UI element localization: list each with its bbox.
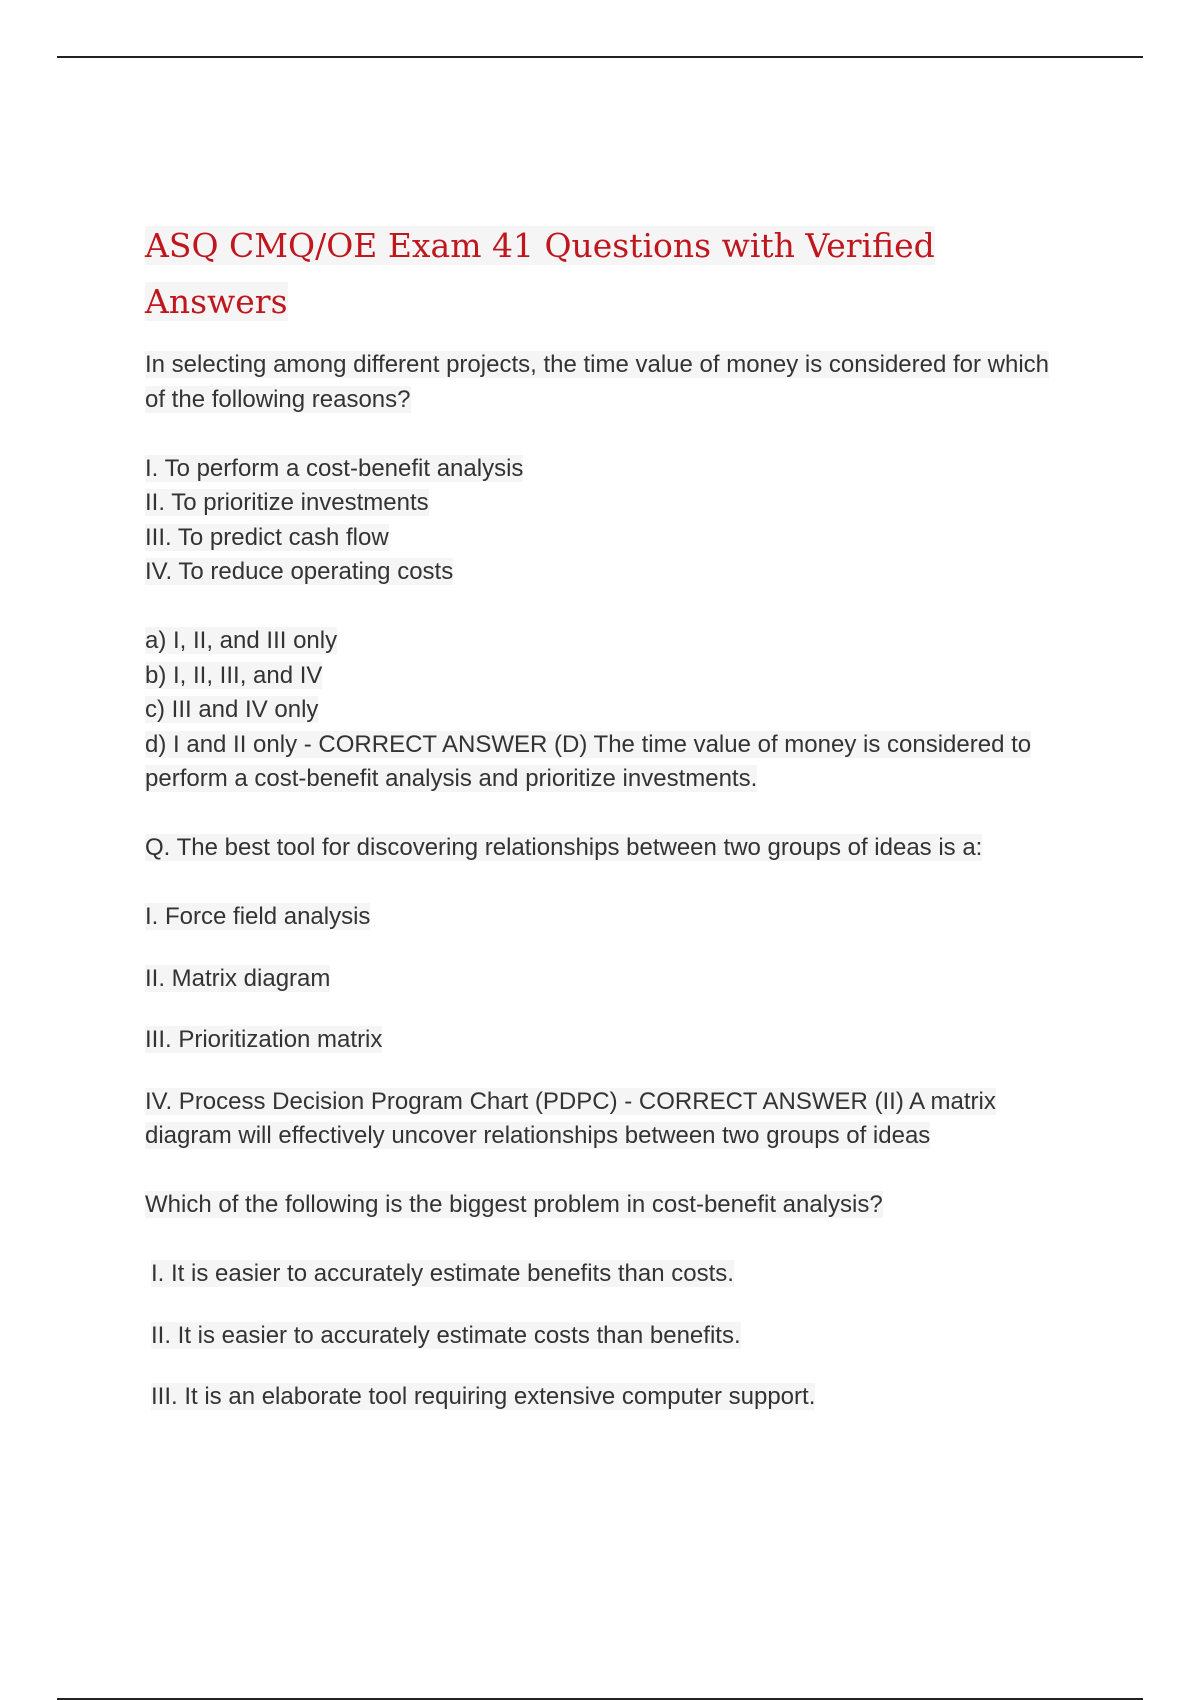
q1-items — [145, 452, 1075, 590]
q2-answer: IV. Process Decision Program Chart (PDPC) - CORRECT ANSWER (II) A matrix diagram will effectively uncover relationships between two groups of ideas — [145, 1087, 996, 1149]
document-title-text: ASQ CMQ/OE Exam 41 Questions with Verified Answers — [145, 226, 935, 321]
document-title — [145, 218, 1075, 330]
q1-item: II. To prioritize investments — [145, 489, 429, 516]
q3-item: II. It is easier to accurately estimate costs than benefits. — [151, 1321, 741, 1349]
q3-question: Which of the following is the biggest problem in cost-benefit analysis? — [145, 1191, 883, 1218]
q2-item: I. Force field analysis — [145, 903, 371, 930]
q2-item: II. Matrix diagram — [145, 964, 331, 992]
document-body — [145, 218, 1075, 1415]
q3-item: I. It is easier to accurately estimate benefits than costs. — [151, 1260, 734, 1287]
q1-options — [145, 624, 1075, 797]
q1-question: In selecting among different projects, the time value of money is considered for which of the following reasons? — [145, 351, 1050, 413]
q3-item: III. It is an elaborate tool requiring extensive computer support. — [151, 1383, 816, 1410]
q1-option: b) I, II, III, and IV — [145, 661, 323, 689]
q1-item: III. To predict cash flow — [145, 523, 389, 551]
q2-question: Q. The best tool for discovering relationships between two groups of ideas is a: — [145, 834, 983, 861]
q1-item: I. To perform a cost-benefit analysis — [145, 454, 524, 482]
q1-answer: d) I and II only - CORRECT ANSWER (D) The time value of money is considered to perform a cost-benefit analysis and prioritize investments. — [145, 730, 1032, 792]
q1-option: a) I, II, and III only — [145, 627, 338, 654]
q2-item: III. Prioritization matrix — [145, 1026, 383, 1053]
top-rule — [57, 56, 1143, 58]
q1-option: c) III and IV only — [145, 696, 319, 723]
q1-item: IV. To reduce operating costs — [145, 558, 454, 585]
